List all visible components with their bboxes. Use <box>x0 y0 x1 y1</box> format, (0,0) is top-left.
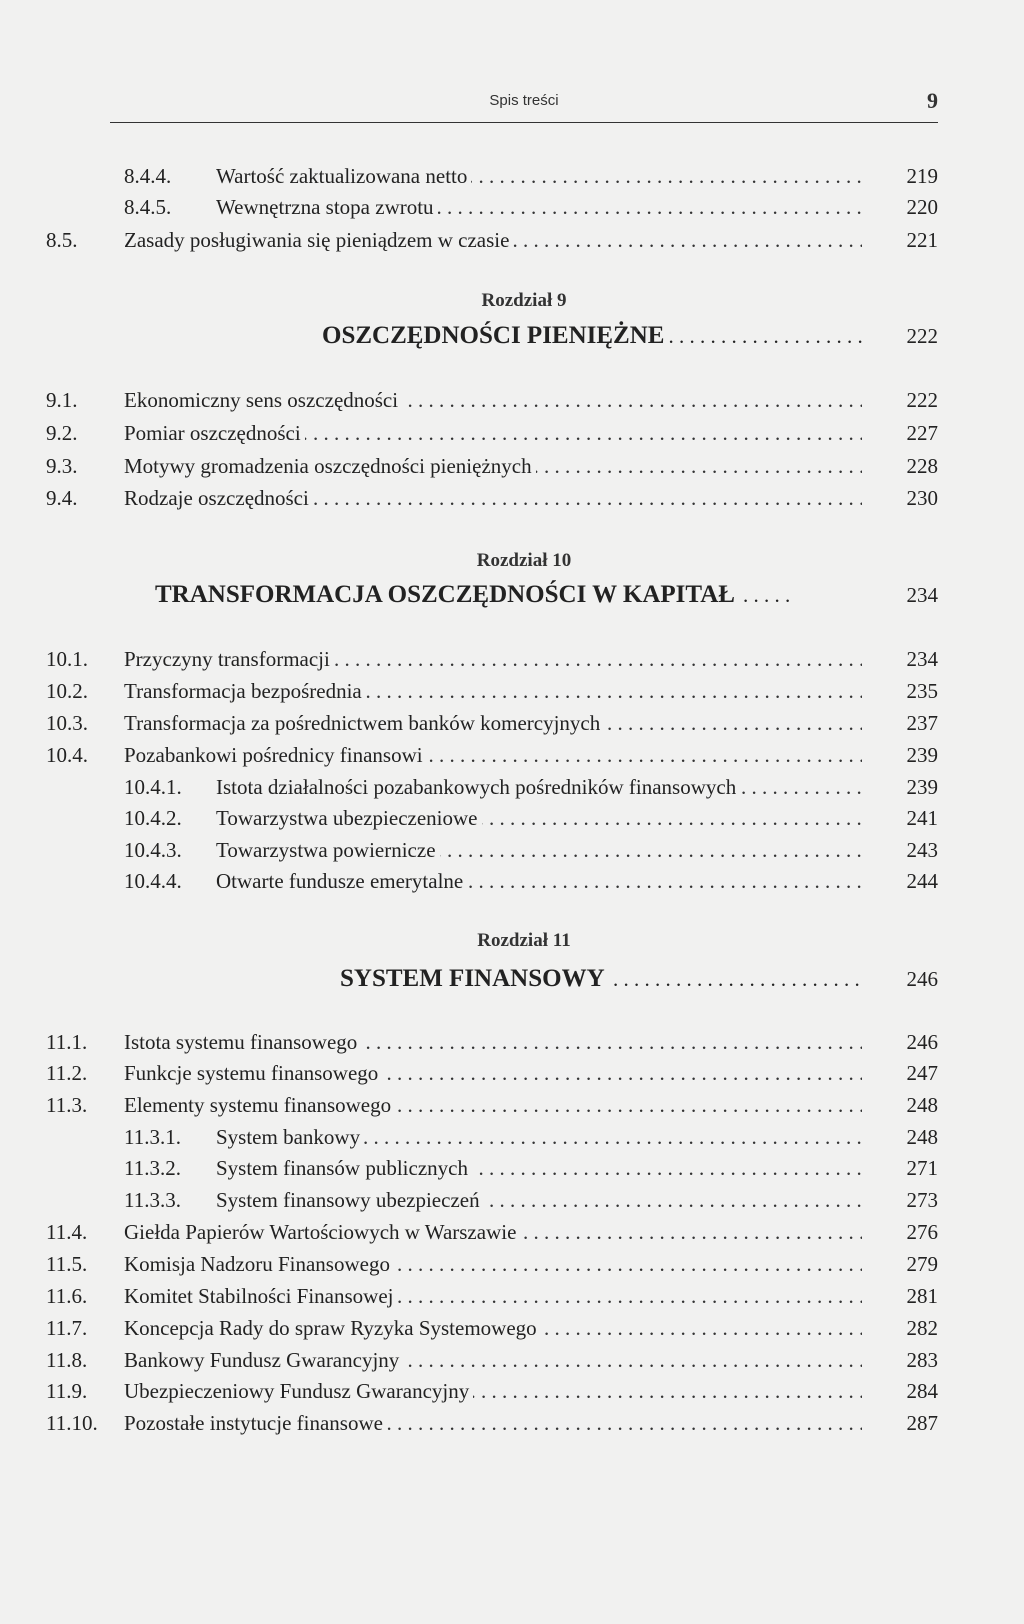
toc-entry-number: 11.5. <box>46 1252 88 1276</box>
toc-entry <box>46 1249 938 1279</box>
toc-entry-title: Istota systemu finansowego . . . <box>124 1027 862 1057</box>
toc-entry-number: 8.5. <box>46 228 78 252</box>
toc-entry-title: System finansów publicznych . . . <box>216 1153 862 1183</box>
toc-entry <box>124 1122 938 1152</box>
toc-entry-title: Bankowy Fundusz Gwarancyjny . . . <box>124 1345 862 1375</box>
toc-entry-number: 10.1. <box>46 647 88 671</box>
toc-entry-number: 11.6. <box>46 1284 88 1308</box>
toc-entry-page: 220 <box>906 195 938 219</box>
toc-entry <box>124 803 938 833</box>
chapter-page: 234 <box>906 583 938 607</box>
toc-entry-page: 221 <box>906 228 938 252</box>
toc-entry <box>46 1058 938 1088</box>
toc-entry-number: 11.3.3. <box>124 1188 181 1212</box>
toc-entry-page: 273 <box>906 1188 938 1212</box>
toc-entry-number: 11.3.2. <box>124 1156 181 1180</box>
toc-entry-title: Pozostałe instytucje finansowe . . . <box>124 1408 862 1438</box>
chapter-label: Rozdział 10 <box>476 550 572 571</box>
chapter-page: 222 <box>906 324 938 348</box>
toc-entry-page: 219 <box>906 164 938 188</box>
toc-entry <box>46 676 938 706</box>
toc-entry-page: 235 <box>906 679 938 703</box>
toc-entry-title: Przyczyny transformacji . . . <box>124 644 862 674</box>
toc-entry-number: 11.1. <box>46 1030 88 1054</box>
toc-entry-page: 248 <box>906 1125 938 1149</box>
chapter-title: SYSTEM FINANSOWY . . . 246 <box>340 961 938 997</box>
running-title: Spis treści <box>489 92 559 109</box>
toc-entry-page: 230 <box>906 486 938 510</box>
chapter-title: TRANSFORMACJA OSZCZĘDNOŚCI W KAPITAŁ . . . 234 <box>155 577 938 613</box>
toc-entry-number: 10.4.4. <box>124 869 182 893</box>
toc-entry-number: 9.1. <box>46 388 78 412</box>
toc-entry <box>46 1090 938 1120</box>
toc-entry-title: Wewnętrzna stopa zwrotu . . . <box>216 192 862 222</box>
toc-entry-page: 239 <box>906 743 938 767</box>
toc-entry-number: 10.4.3. <box>124 838 182 862</box>
toc-entry-number: 11.2. <box>46 1061 88 1085</box>
toc-entry <box>46 451 938 481</box>
toc-entry <box>46 1345 938 1375</box>
toc-entry <box>46 418 938 448</box>
toc-entry <box>124 192 938 222</box>
toc-entry-title: Ekonomiczny sens oszczędności . . . <box>124 385 862 415</box>
toc-entry-title: Transformacja bezpośrednia . . . <box>124 676 862 706</box>
toc-entry-number: 11.3. <box>46 1093 88 1117</box>
toc-entry-page: 281 <box>906 1284 938 1308</box>
toc-entry-page: 282 <box>906 1316 938 1340</box>
toc-entry-page: 244 <box>906 869 938 893</box>
toc-entry-page: 248 <box>906 1093 938 1117</box>
toc-entry <box>46 740 938 770</box>
toc-entry-title: Motywy gromadzenia oszczędności pieniężnych . . . <box>124 451 862 481</box>
toc-entry-page: 234 <box>906 647 938 671</box>
toc-entry-title: Pozabankowi pośrednicy finansowi . . . <box>124 740 862 770</box>
toc-entry-title: Towarzystwa ubezpieczeniowe . . . <box>216 803 862 833</box>
page-number: 9 <box>927 88 938 113</box>
toc-entry <box>46 1408 938 1438</box>
toc-entry <box>46 1313 938 1343</box>
toc-entry-number: 11.7. <box>46 1316 88 1340</box>
toc-entry-number: 11.9. <box>46 1379 88 1403</box>
toc-entry-page: 271 <box>906 1156 938 1180</box>
toc-entry-number: 11.10. <box>46 1411 98 1435</box>
toc-entry <box>124 835 938 865</box>
toc-entry-number: 11.4. <box>46 1220 88 1244</box>
toc-entry <box>46 644 938 674</box>
toc-entry-page: 247 <box>906 1061 938 1085</box>
toc-entry-number: 10.2. <box>46 679 88 703</box>
toc-entry-title: Komisja Nadzoru Finansowego . . . <box>124 1249 862 1279</box>
toc-entry-title: Wartość zaktualizowana netto . . . <box>216 161 862 191</box>
toc-entry <box>124 161 938 191</box>
toc-entry-number: 9.4. <box>46 486 78 510</box>
toc-entry-title: Pomiar oszczędności . . . <box>124 418 862 448</box>
toc-entry-number: 9.2. <box>46 421 78 445</box>
chapter-label: Rozdział 9 <box>481 290 567 311</box>
toc-entry <box>46 1376 938 1406</box>
toc-entry-title: Istota działalności pozabankowych pośredników finansowych . . . <box>216 772 862 802</box>
toc-entry <box>46 1027 938 1057</box>
page-header <box>110 90 938 123</box>
toc-entry-title: Koncepcja Rady do spraw Ryzyka Systemowego . . . <box>124 1313 862 1343</box>
toc-entry-page: 246 <box>906 1030 938 1054</box>
toc-entry-title: Towarzystwa powiernicze . . . <box>216 835 862 865</box>
toc-entry <box>46 483 938 513</box>
chapter-title: OSZCZĘDNOŚCI PIENIĘŻNE . . . 222 <box>322 318 938 354</box>
toc-entry-page: 243 <box>906 838 938 862</box>
chapter-page: 246 <box>906 967 938 991</box>
toc-entry <box>46 1281 938 1311</box>
toc-entry <box>124 1185 938 1215</box>
toc-entry-title: Rodzaje oszczędności . . . <box>124 483 862 513</box>
toc-entry-number: 8.4.4. <box>124 164 172 188</box>
toc-entry-title: Komitet Stabilności Finansowej . . . <box>124 1281 862 1311</box>
toc-entry <box>124 1153 938 1183</box>
toc-entry-page: 228 <box>906 454 938 478</box>
toc-entry-title: Transformacja za pośrednictwem banków komercyjnych . . . <box>124 708 862 738</box>
toc-entry-title: Funkcje systemu finansowego . . . <box>124 1058 862 1088</box>
toc-entry-title: Otwarte fundusze emerytalne . . . <box>216 866 862 896</box>
toc-entry-page: 279 <box>906 1252 938 1276</box>
toc-entry <box>46 385 938 415</box>
toc-entry <box>124 866 938 896</box>
toc-entry-title: System bankowy . . . <box>216 1122 862 1152</box>
toc-entry-number: 11.8. <box>46 1348 88 1372</box>
toc-entry-page: 284 <box>906 1379 938 1403</box>
toc-entry <box>46 1217 938 1247</box>
toc-entry-title: System finansowy ubezpieczeń . . . <box>216 1185 862 1215</box>
toc-entry <box>46 225 938 255</box>
toc-entry-number: 10.4.2. <box>124 806 182 830</box>
toc-entry-title: Ubezpieczeniowy Fundusz Gwarancyjny . . . <box>124 1376 862 1406</box>
toc-entry-page: 239 <box>906 775 938 799</box>
toc-entry-number: 8.4.5. <box>124 195 172 219</box>
chapter-label: Rozdział 11 <box>477 930 571 951</box>
toc-entry-number: 10.4.1. <box>124 775 182 799</box>
toc-entry-page: 237 <box>906 711 938 735</box>
toc-entry-number: 9.3. <box>46 454 78 478</box>
toc-entry <box>46 708 938 738</box>
toc-entry-page: 287 <box>906 1411 938 1435</box>
toc-entry-title: Zasady posługiwania się pieniądzem w czasie . . . <box>124 225 862 255</box>
toc-entry-number: 10.3. <box>46 711 88 735</box>
toc-entry-page: 222 <box>906 388 938 412</box>
toc-entry-number: 10.4. <box>46 743 88 767</box>
toc-entry-title: Elementy systemu finansowego . . . <box>124 1090 862 1120</box>
toc-entry-page: 276 <box>906 1220 938 1244</box>
toc-entry-number: 11.3.1. <box>124 1125 181 1149</box>
toc-entry-page: 241 <box>906 806 938 830</box>
toc-entry <box>124 772 938 802</box>
toc-entry-title: Giełda Papierów Wartościowych w Warszawie . . . <box>124 1217 862 1247</box>
toc-entry-page: 283 <box>906 1348 938 1372</box>
toc-entry-page: 227 <box>906 421 938 445</box>
